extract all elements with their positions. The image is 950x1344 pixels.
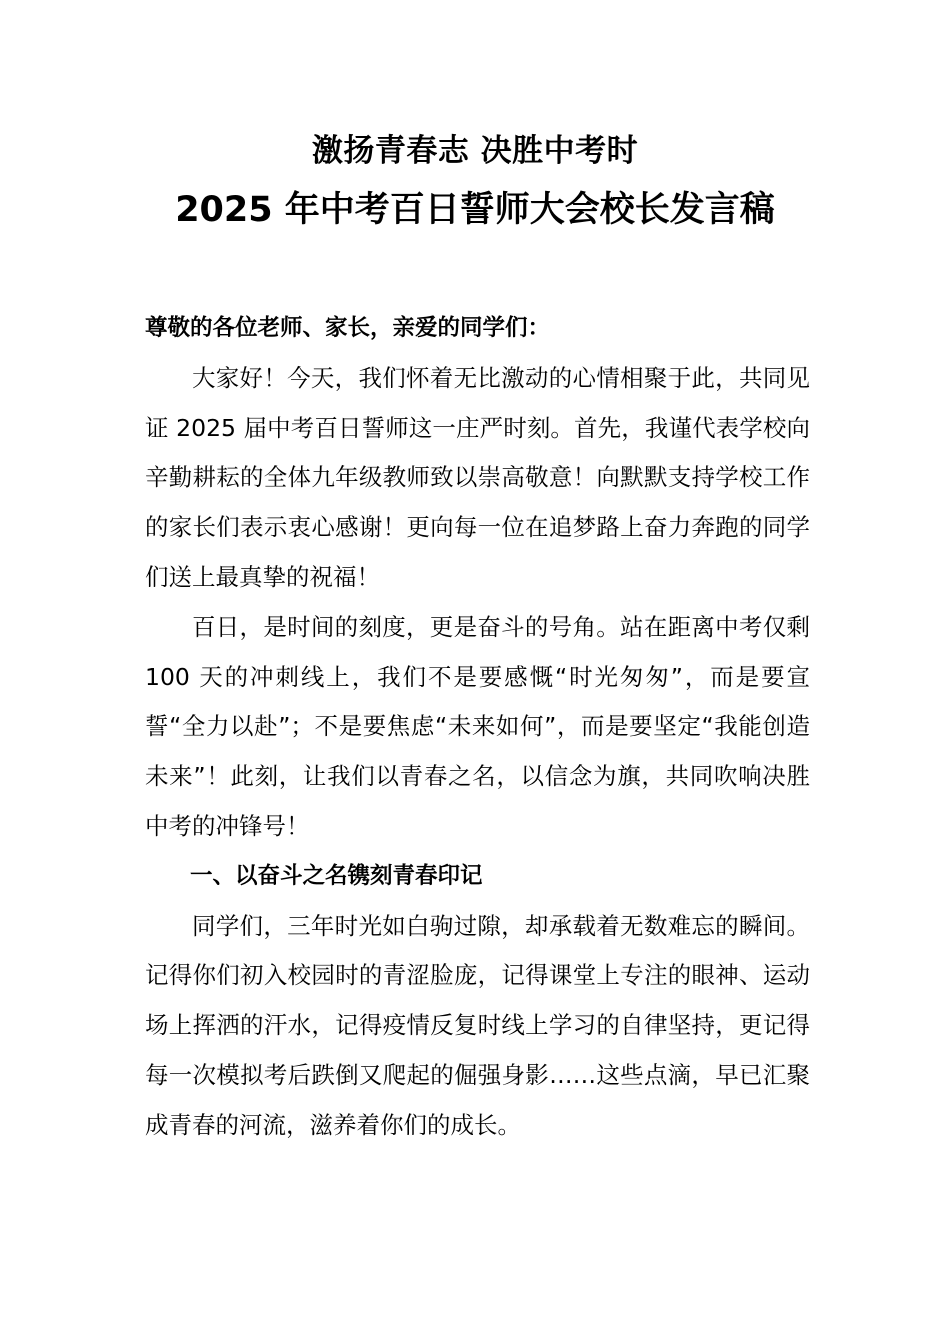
paragraph-hundred-days: 百日，是时间的刻度，更是奋斗的号角。站在距离中考仅剩 100 天的冲刺线上，我们不是要感慨“时光匆匆”，而是要宣誓“全力以赴”；不是要焦虑“未来如何”，而是要坚定“我能创造未来”！此刻，让我们以青春之名，以信念为旗，共同吹响决胜中考的冲锋号！	[145, 612, 810, 840]
title-block	[0, 128, 950, 238]
salutation: 尊敬的各位老师、家长，亲爱的同学们：	[145, 315, 551, 341]
section-heading-1: 一、以奋斗之名镌刻青春印记	[190, 862, 483, 889]
document-subtitle: 2025 年中考百日誓师大会校长发言稿	[175, 190, 775, 230]
document-title: 激扬青春志 决胜中考时	[311, 133, 639, 169]
paragraph-section-1: 同学们，三年时光如白驹过隙，却承载着无数难忘的瞬间。记得你们初入校园时的青涩脸庞，记得课堂上专注的眼神、运动场上挥洒的汗水，记得疫情反复时线上学习的自律坚持，更记得每一次模拟考后跌倒又爬起的倔强身影……这些点滴，早已汇聚成青春的河流，滋养着你们的成长。	[145, 911, 810, 1139]
paragraph-greeting: 大家好！今天，我们怀着无比激动的心情相聚于此，共同见证 2025 届中考百日誓师这一庄严时刻。首先，我谨代表学校向辛勤耕耘的全体九年级教师致以崇高敬意！向默默支持学校工作的家长们表示衷心感谢！更向每一位在追梦路上奋力奔跑的同学们送上最真挚的祝福！	[145, 363, 810, 591]
document-body	[145, 304, 810, 1151]
